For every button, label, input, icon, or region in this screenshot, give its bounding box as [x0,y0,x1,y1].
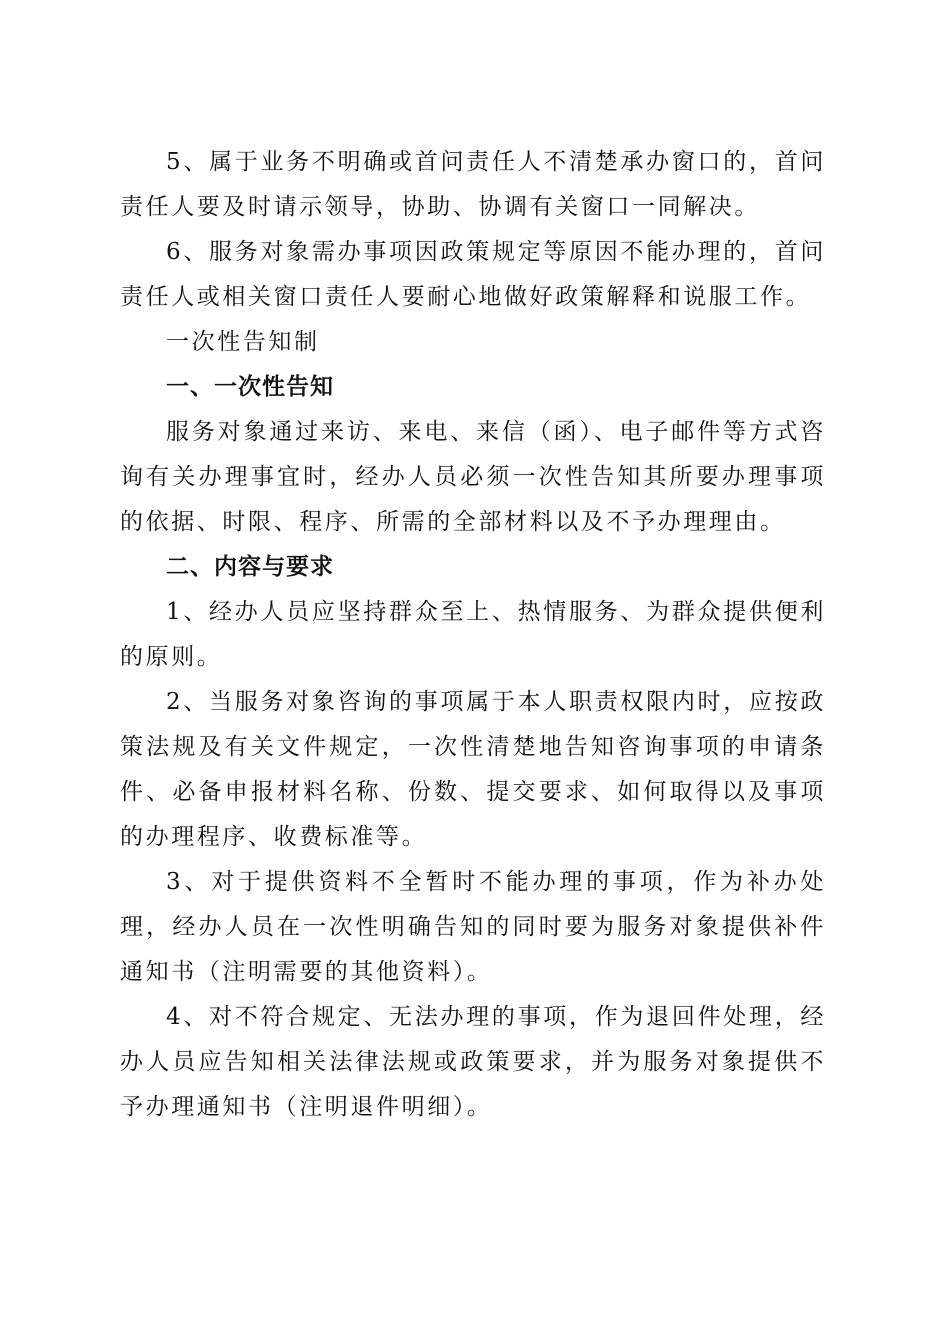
heading-content-requirements: 二、内容与要求 [166,554,334,580]
section-title: 一次性告知制 [166,329,320,355]
paragraph-item-6: 6、服务对象需办事项因政策规定等原因不能办理的，首问责任人或相关窗口责任人要耐心地做好政策解释和说服工作。 [120,239,826,310]
document-body [120,140,826,1130]
heading-one-time-notice: 一、一次性告知 [166,374,334,400]
paragraph-item-5: 5、属于业务不明确或首问责任人不清楚承办窗口的，首问责任人要及时请示领导，协助、协调有关窗口一同解决。 [120,149,826,220]
paragraph-requirement-4: 4、对不符合规定、无法办理的事项，作为退回件处理，经办人员应告知相关法律法规或政策要求，并为服务对象提供不予办理通知书（注明退件明细）。 [120,1004,826,1120]
paragraph-notice-description: 服务对象通过来访、来电、来信（函）、电子邮件等方式咨询有关办理事宜时，经办人员必须一次性告知其所要办理事项的依据、时限、程序、所需的全部材料以及不予办理理由。 [120,419,826,535]
paragraph-requirement-2: 2、当服务对象咨询的事项属于本人职责权限内时，应按政策法规及有关文件规定，一次性清楚地告知咨询事项的申请条件、必备申报材料名称、份数、提交要求、如何取得以及事项的办理程序、收费标准等。 [120,689,826,850]
paragraph-requirement-3: 3、对于提供资料不全暂时不能办理的事项，作为补办处理，经办人员在一次性明确告知的同时要为服务对象提供补件通知书（注明需要的其他资料）。 [120,869,826,985]
paragraph-requirement-1: 1、经办人员应坚持群众至上、热情服务、为群众提供便利的原则。 [120,599,826,670]
